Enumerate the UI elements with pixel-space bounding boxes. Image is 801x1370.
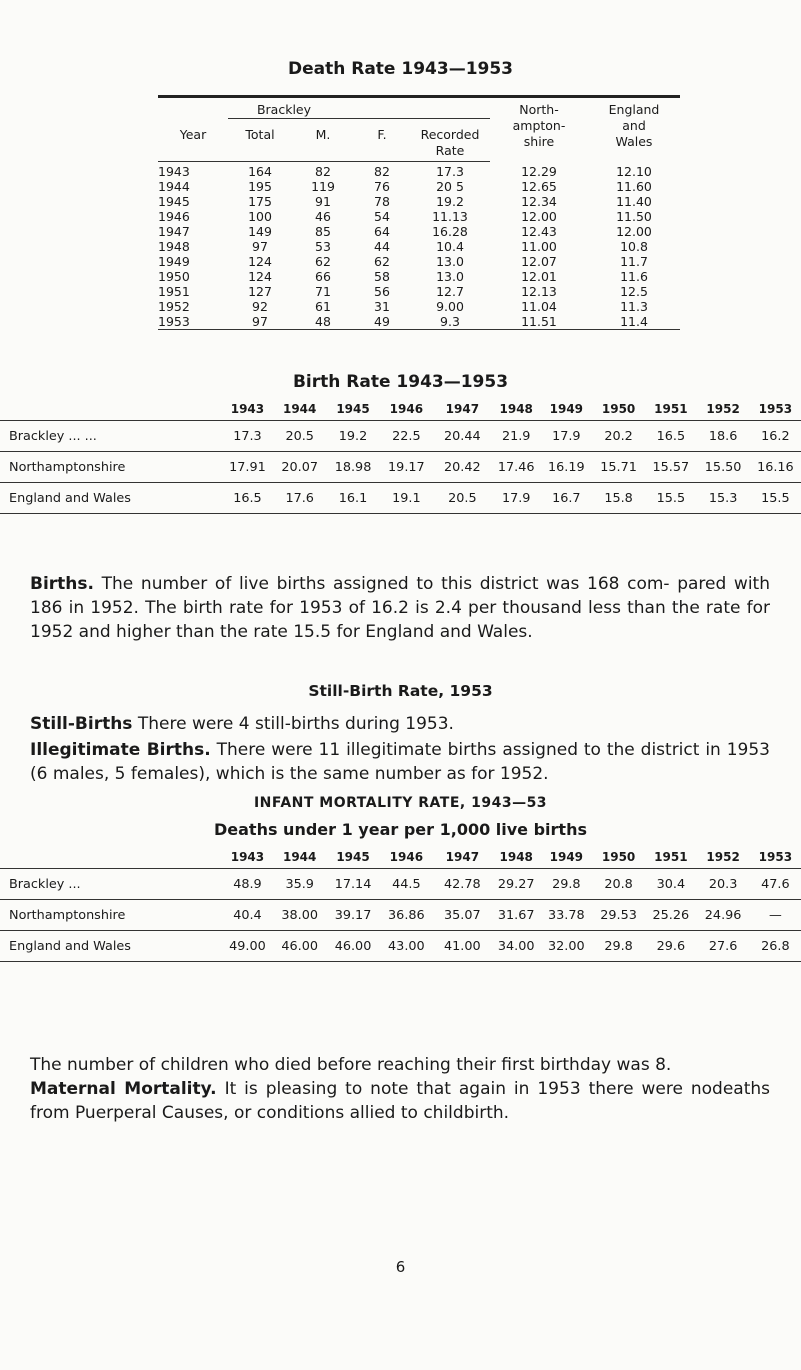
value-cell: 20.5 <box>273 421 326 452</box>
year-header: 1950 <box>601 850 636 864</box>
year-header: 1950 <box>601 402 636 416</box>
value-cell: 20.2 <box>592 421 645 452</box>
cell-m: 71 <box>315 284 331 299</box>
total-header: Total <box>228 119 292 162</box>
year-header: 1946 <box>389 402 424 416</box>
birth-rate-title: Birth Rate 1943—1953 <box>292 372 509 392</box>
value-cell: 18.98 <box>326 452 379 483</box>
year-header: 1953 <box>758 402 793 416</box>
recorded-rate-header: Recorded Rate <box>410 119 490 162</box>
year-header: 1945 <box>336 850 370 864</box>
cell-rate: 10.4 <box>436 239 464 254</box>
value-cell: 35.9 <box>273 869 326 900</box>
table-row <box>0 452 801 483</box>
value-cell: 20.44 <box>433 421 492 452</box>
cell-ew: 10.8 <box>620 239 648 254</box>
row-label: Northamptonshire <box>0 900 222 931</box>
brackley-header: Brackley <box>256 102 312 117</box>
maternal-mortality-paragraph <box>30 1077 770 1125</box>
cell-rate: 20 5 <box>436 179 464 194</box>
cell-m: 119 <box>311 179 335 194</box>
row-label: Brackley ... <box>0 869 222 900</box>
year-header: 1948 <box>499 402 533 416</box>
cell-f: 78 <box>374 194 390 209</box>
value-cell: 21.9 <box>492 421 541 452</box>
table-row <box>0 421 801 452</box>
year-header: 1951 <box>654 850 688 864</box>
value-cell: 17.3 <box>222 421 273 452</box>
value-cell: 20.07 <box>273 452 326 483</box>
cell-north: 11.51 <box>490 314 588 330</box>
value-cell: 38.00 <box>273 900 326 931</box>
cell-year: 1953 <box>158 314 228 330</box>
infant-mortality-title: INFANT MORTALITY RATE, 1943—53 <box>253 795 548 811</box>
illegitimate-text: There were 11 illegitimate births assigned to the district in 1953 (6 males, 5 females), which is the same number as for 1952. <box>30 740 770 784</box>
cell-ew: 11.6 <box>620 269 648 284</box>
infant-mortality-subtitle: Deaths under 1 year per 1,000 live births <box>213 820 587 839</box>
value-cell: 41.00 <box>433 931 492 962</box>
cell-rate: 13.0 <box>436 269 464 284</box>
value-cell: 18.6 <box>696 421 749 452</box>
cell-total: 124 <box>248 254 272 269</box>
male-header: M. <box>292 119 354 162</box>
cell-f: 62 <box>374 254 390 269</box>
cell-total: 175 <box>248 194 272 209</box>
cell-ew: 12.10 <box>616 163 652 179</box>
cell-year: 1944 <box>158 179 190 194</box>
cell-f: 82 <box>374 164 390 179</box>
page-number: 6 <box>395 1258 406 1276</box>
year-header: 1953 <box>758 850 793 864</box>
cell-north: 12.07 <box>521 254 557 269</box>
table-row <box>0 900 801 931</box>
row-label: Northamptonshire <box>0 452 222 483</box>
value-cell: 22.5 <box>380 421 433 452</box>
row-label: Brackley ... ... <box>0 421 222 452</box>
value-cell: 33.78 <box>541 900 592 931</box>
value-cell: 43.00 <box>380 931 433 962</box>
value-cell: 16.5 <box>645 421 696 452</box>
cell-m: 85 <box>315 224 331 239</box>
cell-m: 66 <box>315 269 331 284</box>
cell-ew: 11.3 <box>620 299 648 314</box>
value-cell: 17.14 <box>326 869 379 900</box>
cell-f: 56 <box>374 284 390 299</box>
female-header: F. <box>354 119 410 162</box>
illegitimate-paragraph <box>30 738 770 786</box>
value-cell: 20.8 <box>592 869 645 900</box>
value-cell: 27.6 <box>696 931 749 962</box>
cell-ew: 11.40 <box>616 194 652 209</box>
value-cell: 15.3 <box>696 483 749 514</box>
value-cell: 49.00 <box>222 931 273 962</box>
cell-total: 127 <box>248 284 272 299</box>
year-header: 1949 <box>549 402 584 416</box>
cell-ew: 12.00 <box>616 224 652 239</box>
cell-total: 97 <box>228 314 292 330</box>
cell-north: 11.04 <box>521 299 557 314</box>
value-cell: 16.2 <box>750 421 801 452</box>
birth-rate-table <box>0 398 801 515</box>
value-cell: 16.19 <box>541 452 592 483</box>
cell-rate: 9.3 <box>410 314 490 330</box>
cell-ew: 11.50 <box>616 209 652 224</box>
still-births-text: There were 4 still-births during 1953. <box>137 714 454 734</box>
table-row <box>0 483 801 514</box>
cell-north: 12.34 <box>521 194 557 209</box>
death-table-row <box>158 254 680 269</box>
still-births-paragraph <box>30 712 770 736</box>
year-header: Year <box>158 119 228 162</box>
value-cell: 44.5 <box>380 869 433 900</box>
death-table-row <box>158 209 680 224</box>
births-paragraph <box>30 572 770 644</box>
cell-total: 124 <box>248 269 272 284</box>
infant-mortality-table <box>0 846 801 963</box>
value-cell: 29.27 <box>492 869 541 900</box>
table-row <box>0 869 801 900</box>
value-cell: 16.1 <box>326 483 379 514</box>
year-header: 1946 <box>389 850 424 864</box>
year-header: 1945 <box>336 402 370 416</box>
value-cell: 32.00 <box>541 931 592 962</box>
death-table-row <box>158 224 680 239</box>
year-header: 1951 <box>654 402 688 416</box>
cell-total: 195 <box>248 179 272 194</box>
value-cell: 15.57 <box>645 452 696 483</box>
death-table-row <box>158 179 680 194</box>
value-cell: 26.8 <box>750 931 801 962</box>
cell-north: 12.01 <box>521 269 557 284</box>
cell-year: 1946 <box>158 209 190 224</box>
cell-m: 53 <box>315 239 331 254</box>
cell-total: 164 <box>248 164 272 179</box>
row-label: England and Wales <box>0 483 222 514</box>
death-table-row <box>158 299 680 314</box>
value-cell: 20.5 <box>433 483 492 514</box>
cell-total: 149 <box>248 224 272 239</box>
cell-north: 12.00 <box>521 209 557 224</box>
death-table-row <box>158 162 680 180</box>
value-cell: 15.5 <box>750 483 801 514</box>
cell-year: 1943 <box>158 164 190 179</box>
value-cell: 17.46 <box>492 452 541 483</box>
cell-f: 49 <box>354 314 410 330</box>
year-header: 1947 <box>445 402 480 416</box>
cell-total: 97 <box>252 239 268 254</box>
still-birth-rate-title: Still-Birth Rate, 1953 <box>308 682 493 700</box>
cell-north: 12.29 <box>521 163 557 179</box>
value-cell: 31.67 <box>492 900 541 931</box>
value-cell: 17.91 <box>222 452 273 483</box>
cell-rate: 12.7 <box>436 284 464 299</box>
cell-north: 11.00 <box>521 239 557 254</box>
value-cell: 25.26 <box>645 900 696 931</box>
value-cell: 15.50 <box>696 452 749 483</box>
cell-m: 48 <box>292 314 354 330</box>
value-cell: 15.71 <box>592 452 645 483</box>
year-header: 1948 <box>499 850 533 864</box>
value-cell: 15.8 <box>592 483 645 514</box>
value-cell: 29.8 <box>541 869 592 900</box>
cell-total: 100 <box>248 209 272 224</box>
value-cell: 17.9 <box>492 483 541 514</box>
value-cell: 29.53 <box>592 900 645 931</box>
cell-m: 46 <box>315 209 331 224</box>
value-cell: 19.1 <box>380 483 433 514</box>
value-cell: 36.86 <box>380 900 433 931</box>
cell-north: 12.65 <box>521 179 557 194</box>
value-cell: 29.8 <box>592 931 645 962</box>
illegitimate-heading: Illegitimate Births. <box>30 740 211 760</box>
cell-year: 1945 <box>158 194 190 209</box>
still-births-heading: Still-Births <box>30 714 133 734</box>
cell-f: 31 <box>374 299 390 314</box>
value-cell: 30.4 <box>645 869 696 900</box>
value-cell: 48.9 <box>222 869 273 900</box>
year-header: 1943 <box>230 402 265 416</box>
northamptonshire-header: North- ampton- shire <box>512 102 566 149</box>
cell-north: 12.13 <box>521 284 557 299</box>
year-header: 1949 <box>549 850 584 864</box>
cell-year: 1948 <box>158 239 190 254</box>
value-cell: 42.78 <box>433 869 492 900</box>
cell-f: 54 <box>374 209 390 224</box>
death-table-row <box>158 314 680 330</box>
table-row <box>0 931 801 962</box>
year-header: 1952 <box>706 402 740 416</box>
cell-total: 92 <box>252 299 268 314</box>
value-cell: 20.3 <box>696 869 749 900</box>
cell-f: 76 <box>374 179 390 194</box>
death-rate-table <box>158 95 680 330</box>
cell-year: 1952 <box>158 299 190 314</box>
value-cell: 19.2 <box>326 421 379 452</box>
value-cell: 35.07 <box>433 900 492 931</box>
cell-f: 44 <box>374 239 390 254</box>
value-cell: 16.5 <box>222 483 273 514</box>
value-cell: 40.4 <box>222 900 273 931</box>
england-wales-header: England and Wales <box>608 102 660 149</box>
value-cell: 20.42 <box>433 452 492 483</box>
cell-f: 64 <box>374 224 390 239</box>
cell-rate: 11.13 <box>432 209 468 224</box>
value-cell: 17.6 <box>273 483 326 514</box>
cell-m: 61 <box>315 299 331 314</box>
death-table-row <box>158 284 680 299</box>
value-cell: 39.17 <box>326 900 379 931</box>
value-cell: 16.16 <box>750 452 801 483</box>
year-header: 1944 <box>282 402 317 416</box>
death-table-row <box>158 269 680 284</box>
year-header: 1947 <box>445 850 480 864</box>
cell-m: 82 <box>315 164 331 179</box>
value-cell: 15.5 <box>645 483 696 514</box>
maternal-heading: Maternal Mortality. <box>30 1079 217 1099</box>
maternal-text: It is pleasing to note that again in 1953 there were nodeaths from Puerperal Causes, or conditions allied to childbirth. <box>30 1079 770 1123</box>
death-table-row <box>158 239 680 254</box>
year-header: 1944 <box>282 850 317 864</box>
value-cell: 16.7 <box>541 483 592 514</box>
value-cell: 19.17 <box>380 452 433 483</box>
births-text: The number of live births assigned to this district was 168 com- pared with 186 in 1952. The birth rate for 1953 of 16.2 is 2.4 per thousand less than the rate for 1952 and higher than the rate 15.5 for England and Wales. <box>30 574 770 642</box>
death-rate-title: Death Rate 1943—1953 <box>287 59 514 79</box>
value-cell: 47.6 <box>750 869 801 900</box>
cell-rate: 16.28 <box>432 224 468 239</box>
cell-north: 12.43 <box>521 224 557 239</box>
value-cell: 24.96 <box>696 900 749 931</box>
cell-ew: 11.4 <box>588 314 680 330</box>
cell-ew: 11.7 <box>620 254 648 269</box>
value-cell: 34.00 <box>492 931 541 962</box>
death-table-row <box>158 194 680 209</box>
year-header: 1943 <box>230 850 265 864</box>
value-cell: 17.9 <box>541 421 592 452</box>
cell-m: 62 <box>315 254 331 269</box>
births-heading: Births. <box>30 574 94 594</box>
cell-ew: 12.5 <box>620 284 648 299</box>
cell-ew: 11.60 <box>616 179 652 194</box>
children-died-paragraph: The number of children who died before reaching their first birthday was 8. <box>30 1055 672 1075</box>
year-header: 1952 <box>706 850 740 864</box>
cell-m: 91 <box>315 194 331 209</box>
value-cell: — <box>750 900 801 931</box>
cell-f: 58 <box>374 269 390 284</box>
value-cell: 46.00 <box>273 931 326 962</box>
cell-rate: 9.00 <box>436 299 464 314</box>
value-cell: 29.6 <box>645 931 696 962</box>
cell-year: 1949 <box>158 254 190 269</box>
value-cell: 46.00 <box>326 931 379 962</box>
cell-year: 1951 <box>158 284 190 299</box>
cell-rate: 19.2 <box>436 194 464 209</box>
cell-year: 1947 <box>158 224 190 239</box>
cell-rate: 17.3 <box>436 164 464 179</box>
row-label: England and Wales <box>0 931 222 962</box>
cell-year: 1950 <box>158 269 190 284</box>
cell-rate: 13.0 <box>436 254 464 269</box>
